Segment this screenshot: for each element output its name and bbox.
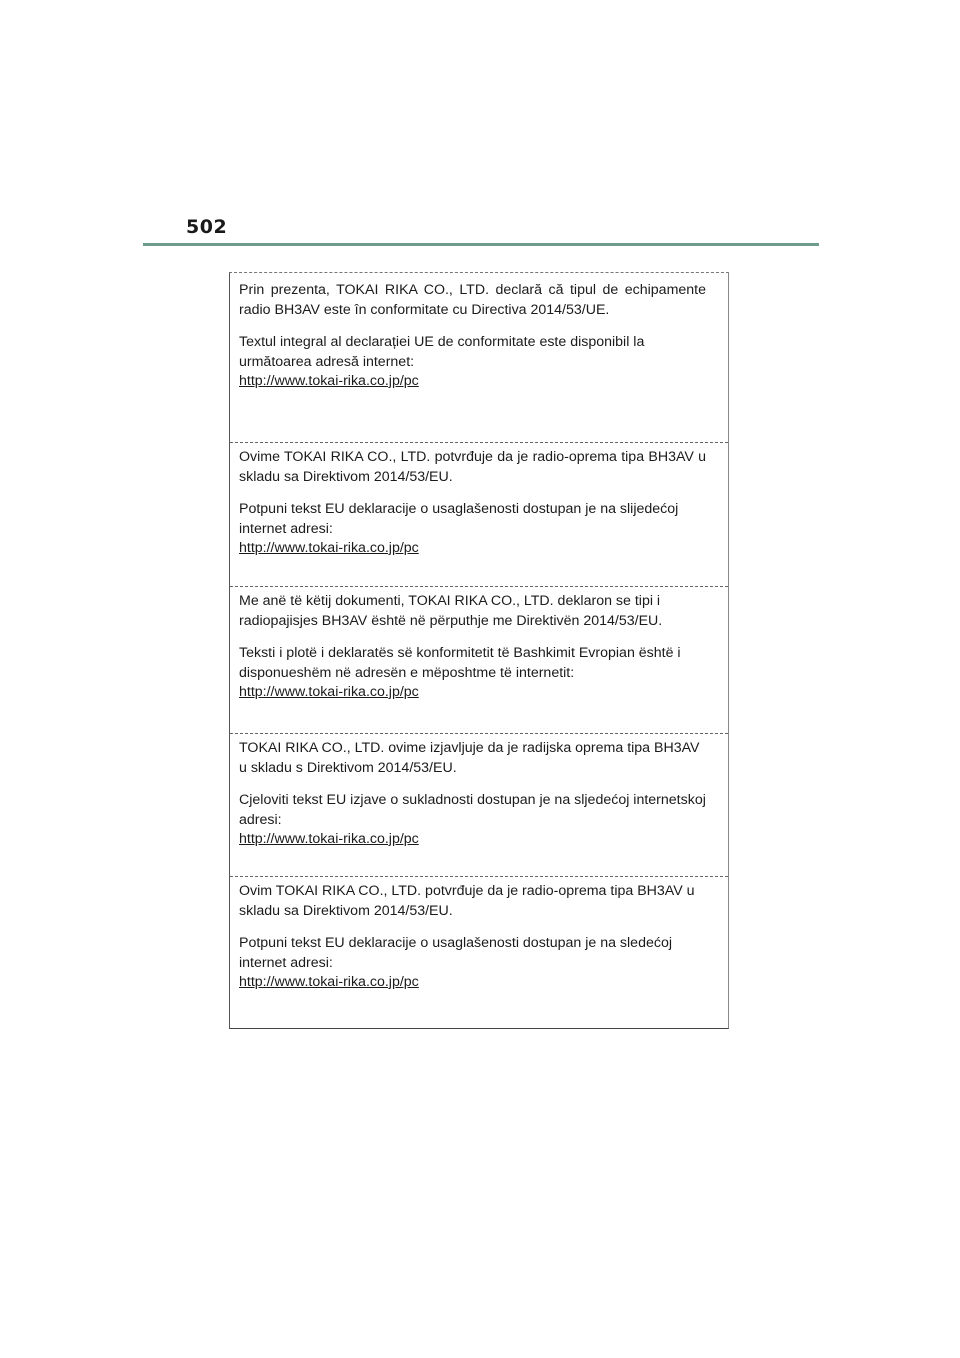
declaration-serbian xyxy=(230,876,728,993)
declaration-url-link[interactable]: http://www.tokai-rika.co.jp/pc xyxy=(239,684,419,700)
declaration-albanian xyxy=(230,586,728,703)
declaration-availability: Cjeloviti tekst EU izjave o sukladnosti dostupan je na sljedećoj internetskoj adresi: xyxy=(239,792,706,828)
declaration-statement: TOKAI RIKA CO., LTD. ovime izjavljuje da je radijska oprema tipa BH3AV u skladu s Direktivom 2014/53/EU. xyxy=(239,740,700,776)
declaration-statement: Ovim TOKAI RIKA CO., LTD. potvrđuje da je radio-oprema tipa BH3AV u skladu sa Direktivom 2014/53/EU. xyxy=(239,883,695,919)
page-number: 502 xyxy=(186,216,228,238)
declaration-availability: Teksti i plotë i deklaratës së konformitetit të Bashkimit Evropian është i disponueshëm në adresën e mëposhtme të internetit: xyxy=(239,645,681,681)
declaration-statement: Ovime TOKAI RIKA CO., LTD. potvrđuje da je radio-oprema tipa BH3AV u skladu sa Direktivom 2014/53/EU. xyxy=(239,449,706,485)
declaration-bosnian xyxy=(230,442,728,559)
declaration-url-link[interactable]: http://www.tokai-rika.co.jp/pc xyxy=(239,831,419,847)
declaration-availability: Potpuni tekst EU deklaracije o usaglašenosti dostupan je na sledećoj internet adresi: xyxy=(239,935,672,971)
declaration-romanian xyxy=(230,281,728,392)
declaration-availability: Textul integral al declarației UE de conformitate este disponibil la următoarea adresă internet: xyxy=(239,334,645,370)
header-rule xyxy=(143,243,819,246)
declaration-url-link[interactable]: http://www.tokai-rika.co.jp/pc xyxy=(239,373,419,389)
declaration-availability: Potpuni tekst EU deklaracije o usaglašenosti dostupan je na slijedećoj internet adresi: xyxy=(239,501,679,537)
declaration-url-link[interactable]: http://www.tokai-rika.co.jp/pc xyxy=(239,540,419,556)
declaration-box xyxy=(229,272,729,1029)
declaration-statement: Me anë të këtij dokumenti, TOKAI RIKA CO., LTD. deklaron se tipi i radiopajisjes BH3AV është në përputhje me Direktivën 2014/53/EU. xyxy=(239,593,663,629)
declaration-url-link[interactable]: http://www.tokai-rika.co.jp/pc xyxy=(239,974,419,990)
declaration-statement: Prin prezenta, TOKAI RIKA CO., LTD. declară că tipul de echipamente radio BH3AV este în conformitate cu Directiva 2014/53/UE. xyxy=(239,282,706,318)
declaration-croatian xyxy=(230,733,728,850)
